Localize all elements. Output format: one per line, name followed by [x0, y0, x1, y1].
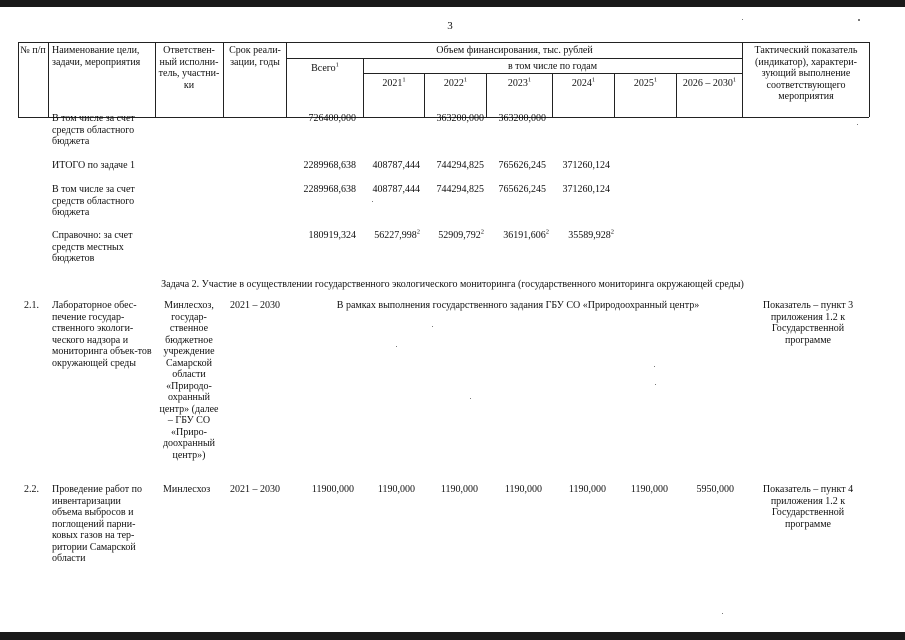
row-name: Справочно: за счет средств местных бюджетов [52, 230, 133, 264]
item-financing-note: В рамках выполнения государственного задания ГБУ СО «Природоохранный центр» [336, 300, 700, 311]
scan-speck [396, 346, 397, 347]
row-total: 180919,324 [308, 230, 356, 241]
item-value-2022: 1190,000 [440, 484, 478, 495]
item-term: 2021 – 2030 [230, 484, 280, 495]
col-line [869, 42, 870, 117]
row-total: 2289968,638 [303, 184, 356, 195]
item-value-2021: 1190,000 [377, 484, 415, 495]
item-indicator: Показатель – пункт 4 приложения 1.2 к Государственной программе [762, 484, 854, 530]
item-executor: Минлесхоз, государ-ственное бюджетное учреждение Самарской области «Природо-охранный центр» (далее – ГБУ СО «Приро-доохранный центр») [159, 300, 219, 461]
row-value-2023: 765626,245 [498, 184, 546, 195]
item-indicator: Показатель – пункт 3 приложения 1.2 к Государственной программе [762, 300, 854, 346]
col-header-year: 2021$^1$ [382, 76, 406, 89]
row-name: В том числе за счет средств областного бюджета [52, 113, 135, 147]
row-value-2024: 371260,124 [562, 160, 610, 171]
row-value-2024: 371260,124 [562, 184, 610, 195]
col-header-year: 2026 – 2030$^1$ [682, 76, 737, 89]
scan-speck [470, 398, 471, 399]
col-header-year: 2022$^1$ [443, 76, 468, 89]
row-value-2021: 56227,998$^2$ [374, 228, 420, 241]
scan-speck [742, 19, 743, 20]
item-name: Лабораторное обес-печение государ-ственного экологи-ческого надзора и мониторинга объек-тов окружающей среды [52, 300, 152, 369]
col-header-year: 2024$^1$ [571, 76, 596, 89]
finance-subheader-line [286, 58, 742, 59]
scan-speck [432, 326, 433, 327]
row-value-2024: 35589,928$^2$ [568, 228, 614, 241]
col-header-num: № п/п [20, 45, 46, 56]
item-total: 11900,000 [311, 484, 354, 495]
item-number: 2.2. [24, 484, 39, 495]
task2-title: Задача 2. Участие в осуществлении государственного экологического мониторинга (государственного мониторинга окружающей среды) [161, 279, 744, 290]
row-value-2022: 744294,825 [436, 160, 484, 171]
row-value-2022: 363200,000 [436, 113, 484, 124]
row-name: ИТОГО по задаче 1 [52, 160, 136, 171]
col-header-by-years: в том числе по годам [507, 61, 598, 72]
row-total: 2289968,638 [303, 160, 356, 171]
scan-bottom-border [0, 632, 905, 640]
row-total: 726400,000 [308, 113, 356, 124]
row-value-2022: 744294,825 [436, 184, 484, 195]
col-header-indicator: Тактический показатель (индикатор), характери-зующий выполнение соответствующего мероприятия [754, 45, 858, 102]
item-term: 2021 – 2030 [230, 300, 280, 311]
row-name: В том числе за счет средств областного бюджета [52, 184, 135, 218]
item-name: Проведение работ по инвентаризации объема выбросов и поглощений парни-ковых газов на тер-ритории Самарской области [52, 484, 142, 564]
row-value-2022: 52909,792$^2$ [438, 228, 484, 241]
col-header-finance: Объем финансирования, тыс. рублей [436, 45, 593, 56]
scan-speck [857, 124, 858, 125]
scan-top-border [0, 0, 905, 7]
item-number: 2.1. [24, 300, 39, 311]
scan-speck [858, 19, 860, 21]
col-header-total: Всего$^1$ [311, 61, 339, 74]
row-value-2021: 408787,444 [372, 160, 420, 171]
scan-speck [372, 201, 373, 202]
col-line [742, 42, 743, 117]
col-line [155, 42, 156, 117]
col-header-year: 2025$^1$ [633, 76, 658, 89]
col-line [48, 42, 49, 117]
scan-speck [655, 384, 656, 385]
item-value-2023: 1190,000 [504, 484, 542, 495]
scan-speck [654, 366, 655, 367]
item-executor: Минлесхоз [163, 484, 211, 495]
item-value-2024: 1190,000 [568, 484, 606, 495]
row-value-2023: 36191,606$^2$ [503, 228, 549, 241]
item-value-2025: 1190,000 [630, 484, 668, 495]
row-value-2021: 408787,444 [372, 184, 420, 195]
col-header-year: 2023$^1$ [507, 76, 532, 89]
row-value-2023: 363200,000 [498, 113, 546, 124]
page-number: 3 [447, 20, 453, 32]
scan-speck [722, 613, 723, 614]
col-header-term: Срок реали-зации, годы [229, 45, 281, 68]
col-header-executor: Ответствен-ный исполни-тель, участни-ки [158, 45, 220, 91]
row-value-2023: 765626,245 [498, 160, 546, 171]
item-value-2026-2030: 5950,000 [696, 484, 734, 495]
col-line [223, 42, 224, 117]
col-header-name: Наименование цели, задачи, мероприятия [52, 45, 141, 68]
